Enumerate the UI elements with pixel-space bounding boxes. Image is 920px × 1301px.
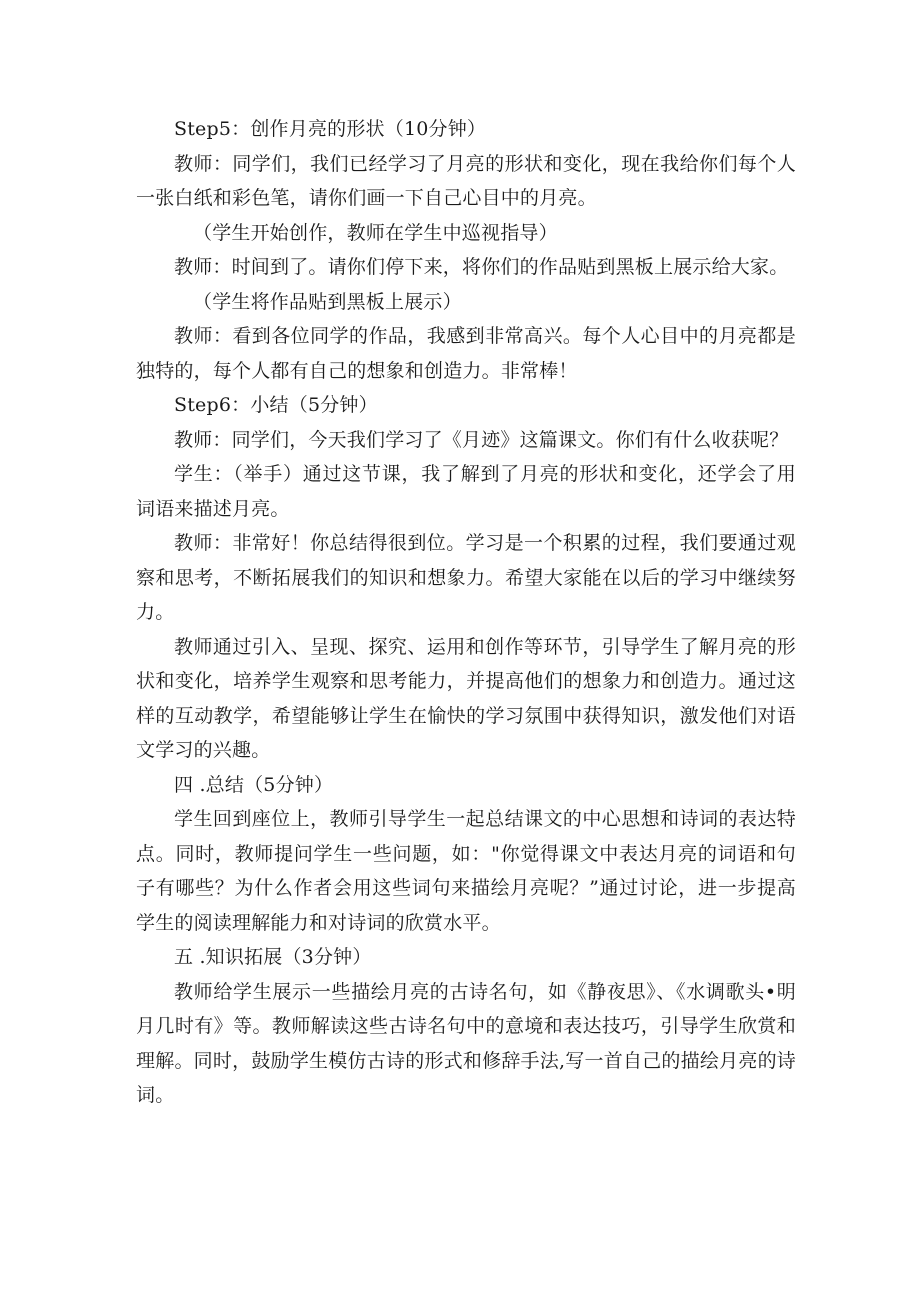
document-body: [136, 112, 796, 1113]
teacher-instruction-paragraph: 教师：同学们，我们已经学习了月亮的形状和变化，现在我给你们每个人一张白纸和彩色笔，请你们画一下自己心目中的月亮。: [136, 152, 796, 209]
stage-direction-paragraph: （学生将作品贴到黑板上展示）: [193, 290, 462, 313]
summary-section-paragraph: 学生回到座位上，教师引导学生一起总结课文的中心思想和诗词的表达特点。同时，教师提问学生一些问题，如："你觉得课文中表达月亮的词语和句子有哪些？为什么作者会用这些词句来描绘月亮呢？”通过讨论，进一步提高学生的阅读理解能力和对诗词的欣赏水平。: [136, 808, 796, 934]
stage-direction-paragraph: （学生开始创作，教师在学生中巡视指导）: [193, 221, 558, 244]
section-four-heading: 四 .总结（5分钟）: [174, 773, 334, 796]
knowledge-extension-paragraph: 教师给学生展示一些描绘月亮的古诗名句，如《静夜思》、《水调歌头•明月几时有》等。教师解读这些古诗名句中的意境和表达技巧，引导学生欣赏和理解。同时，鼓励学生模仿古诗的形式和修辞手法,写一首自己的描绘月亮的诗词。: [136, 980, 796, 1106]
teacher-time-up-paragraph: 教师：时间到了。请你们停下来，将你们的作品贴到黑板上展示给大家。: [174, 256, 789, 278]
step5-heading: Step5：创作月亮的形状（10分钟）: [174, 118, 487, 140]
step6-heading: Step6：小结（5分钟）: [174, 394, 378, 416]
teacher-praise-paragraph: 教师：看到各位同学的作品，我感到非常高兴。每个人心目中的月亮都是独特的，每个人都有自己的想象和创造力。非常棒！: [136, 325, 796, 382]
student-answer-paragraph: 学生：（举手）通过这节课，我了解到了月亮的形状和变化，还学会了用词语来描述月亮。: [136, 463, 796, 520]
teacher-summary-paragraph: 教师：非常好！你总结得很到位。学习是一个积累的过程，我们要通过观察和思考，不断拓展我们的知识和想象力。希望大家能在以后的学习中继续努力。: [136, 532, 796, 623]
section-five-heading: 五 .知识拓展（3分钟）: [174, 946, 372, 968]
teacher-question-paragraph: 教师：同学们，今天我们学习了《月迹》这篇课文。你们有什么收获呢？: [174, 428, 789, 451]
teaching-overview-paragraph: 教师通过引入、呈现、探究、运用和创作等环节，引导学生了解月亮的形状和变化，培养学生观察和思考能力，并提高他们的想象力和创造力。通过这样的互动教学，希望能够让学生在愉快的学习氛围中获得知识，激发他们对语文学习的兴趣。: [136, 635, 796, 761]
